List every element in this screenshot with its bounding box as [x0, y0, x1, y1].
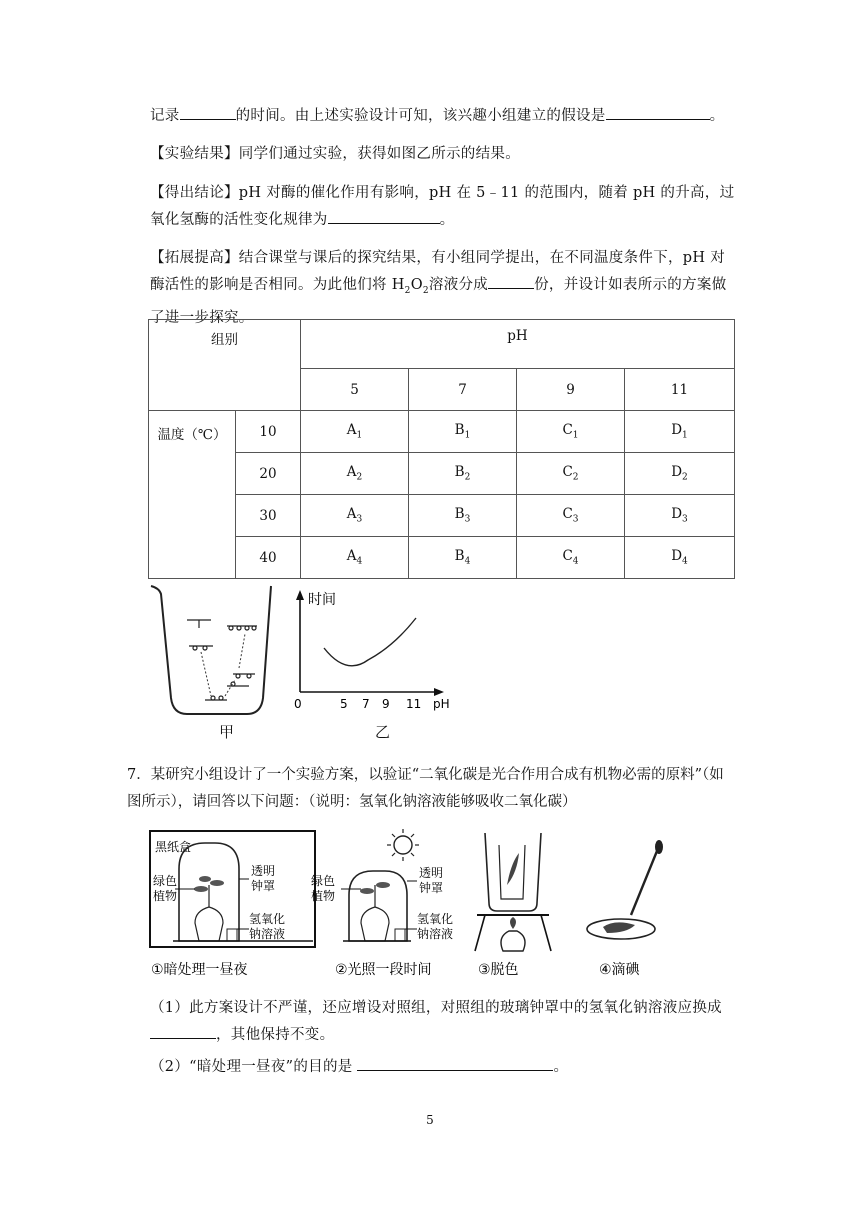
text: 。: [709, 108, 725, 124]
cell-sub: 2: [464, 472, 471, 483]
text: 的时间。由上述实验设计可知，该兴趣小组建立的假设是: [235, 108, 606, 124]
text: 记录: [150, 108, 180, 124]
cell-sub: 4: [356, 556, 363, 567]
plant-label: 绿色植物: [153, 874, 178, 903]
bubble: [236, 674, 240, 678]
answer-blank[interactable]: [180, 105, 236, 120]
figure-caption-yi: 乙: [375, 723, 391, 741]
cell-letter: A: [346, 548, 357, 565]
paragraph-result: 【实验结果】同学们通过实验，获得如图乙所示的结果。: [150, 146, 520, 162]
table-cell: [625, 411, 735, 453]
answer-blank[interactable]: [488, 274, 534, 289]
step-label: ③脱色: [478, 962, 519, 978]
text: 。: [439, 212, 455, 228]
experiment-steps-figure: [145, 823, 690, 983]
text: 【得出结论】pH 对酶的催化作用有影响，pH 在 5﹣11 的范围内，随着 pH 的升高，过氧化氢酶的活性变化规律为: [150, 185, 735, 228]
table-cell: [625, 453, 735, 495]
beaker-outline: [151, 586, 271, 714]
naoh-label-2: 氢氧化钠溶液: [417, 912, 454, 941]
bell-label: 透明钟罩: [251, 864, 276, 893]
bubble: [203, 646, 207, 650]
row-label-temperature: 温度（℃）: [149, 411, 236, 579]
plant-label-2: 绿色植物: [311, 874, 336, 903]
cell-letter: A: [346, 422, 357, 439]
bubble: [219, 696, 223, 700]
figure-caption-jia: 甲: [219, 723, 235, 741]
curve-figure: [290, 588, 450, 713]
cell-sub: 3: [464, 514, 471, 525]
cell-letter: C: [562, 548, 573, 565]
bubble: [252, 626, 256, 630]
x-tick-label: 11: [406, 697, 422, 711]
cell-sub: 1: [682, 430, 688, 441]
table-cell: [409, 495, 517, 537]
text: 。: [553, 1059, 569, 1075]
text: 溶液分成: [428, 277, 489, 293]
header-group: 组别: [149, 320, 301, 411]
table-cell: [517, 495, 625, 537]
x-axis-arrow: [434, 688, 444, 696]
answer-blank[interactable]: [357, 1056, 553, 1071]
x-axis-label: pH: [433, 697, 450, 711]
cell-letter: B: [454, 422, 465, 439]
cell-sub: 2: [356, 472, 363, 483]
cell-sub: 1: [356, 430, 363, 441]
question-7-1: [150, 995, 735, 1049]
leaf: [194, 886, 208, 892]
cell-letter: D: [671, 548, 683, 565]
y-axis-label: 时间: [308, 592, 336, 608]
table-cell: [517, 453, 625, 495]
page-number: 5: [426, 1113, 434, 1127]
motion-arrow: [201, 652, 211, 696]
cell-letter: A: [346, 506, 357, 523]
cell-letter: B: [454, 506, 465, 523]
question-7-2: [150, 1054, 735, 1081]
flask: [195, 907, 223, 941]
x-tick-label: 7: [362, 697, 370, 711]
text: O: [410, 277, 423, 293]
naoh-dish: [395, 929, 405, 941]
naoh-label: 氢氧化钠溶液: [249, 912, 286, 941]
bell-label-2: 透明钟罩: [419, 866, 444, 895]
paragraph-conclusion: [150, 180, 735, 234]
tripod-leg: [475, 915, 485, 951]
dropper-bulb: [655, 840, 663, 854]
dropper: [631, 851, 657, 915]
cell-letter: B: [454, 464, 465, 481]
subscript: 2: [422, 285, 429, 296]
ph-value: 7: [409, 369, 517, 411]
leaf: [360, 888, 374, 894]
origin-label: 0: [294, 697, 302, 711]
answer-blank[interactable]: [328, 209, 440, 224]
table-cell: [301, 495, 409, 537]
cell-letter: D: [671, 506, 683, 523]
text: 份，并设计如表所示的方案做了进一步探究。: [150, 277, 727, 326]
tripod-leg: [541, 915, 551, 951]
ph-value: 5: [301, 369, 409, 411]
cell-letter: B: [454, 548, 465, 565]
answer-blank[interactable]: [150, 1024, 216, 1039]
cell-sub: 4: [464, 556, 471, 567]
cell-sub: 4: [572, 556, 579, 567]
cell-sub: 1: [572, 430, 579, 441]
cell-sub: 2: [572, 472, 579, 483]
bubble: [247, 674, 251, 678]
cell-letter: D: [671, 464, 683, 481]
leaf: [199, 876, 211, 882]
temp-value: 10: [236, 411, 301, 453]
step-label: ①暗处理一昼夜: [151, 962, 248, 978]
activity-curve: [324, 618, 416, 666]
cell-sub: 1: [464, 430, 471, 441]
text: （1）此方案设计不严谨，还应增设对照组，对照组的玻璃钟罩中的氢氧化钠溶液应换成: [150, 1000, 722, 1016]
leaf: [210, 880, 224, 886]
bubble: [245, 626, 249, 630]
table-cell: [409, 411, 517, 453]
naoh-dish: [227, 929, 237, 941]
ph-value: 9: [517, 369, 625, 411]
sun-icon: [387, 829, 419, 861]
flask: [361, 907, 389, 941]
x-tick-label: 9: [382, 697, 390, 711]
text: （2）“暗处理一昼夜”的目的是: [150, 1059, 358, 1075]
cell-letter: C: [562, 422, 573, 439]
leaf-in-dish: [603, 922, 635, 933]
table-cell: [625, 495, 735, 537]
box-label: 黑纸盒: [155, 840, 192, 854]
y-axis-arrow: [296, 590, 304, 600]
cell-sub: 3: [356, 514, 363, 525]
step-label: ④滴碘: [599, 962, 640, 978]
bubble: [229, 626, 233, 630]
motion-arrow: [239, 634, 245, 668]
cell-sub: 3: [572, 514, 579, 525]
ph-value: 11: [625, 369, 735, 411]
alcohol-lamp: [501, 931, 525, 951]
table-cell: [301, 453, 409, 495]
table-cell: [301, 537, 409, 579]
cell-letter: D: [671, 422, 683, 439]
leaf: [376, 882, 390, 888]
x-tick-label: 5: [340, 697, 348, 711]
table-cell: [409, 453, 517, 495]
table-cell: [301, 411, 409, 453]
cell-sub: 3: [682, 514, 688, 525]
cell-letter: C: [562, 506, 573, 523]
motion-arrow: [225, 680, 235, 696]
table-cell: [409, 537, 517, 579]
experiment-table: [148, 319, 735, 579]
bubble: [211, 696, 215, 700]
cell-letter: C: [562, 464, 573, 481]
text: ，其他保持不变。: [216, 1027, 335, 1043]
table-cell: [517, 537, 625, 579]
cell-sub: 2: [682, 472, 688, 483]
cell-letter: A: [346, 464, 357, 481]
text: 【拓展提高】结合课堂与课后的探究结果，有小组同学提出，在不同温度条件下，pH 对酶活性的影响是否相同。为此他们将 H: [150, 250, 726, 293]
subscript: 2: [404, 285, 411, 296]
temp-value: 20: [236, 453, 301, 495]
table-cell: [625, 537, 735, 579]
temp-value: 40: [236, 537, 301, 579]
cell-sub: 4: [682, 556, 688, 567]
beaker-figure: [145, 580, 275, 720]
question-7-stem: 7．某研究小组设计了一个实验方案，以验证“二氧化碳是光合作用合成有机物必需的原料”（如图所示），请回答以下问题：（说明：氢氧化钠溶液能够吸收二氧化碳）: [127, 767, 724, 810]
step-label: ②光照一段时间: [335, 962, 432, 978]
paragraph-record: [150, 103, 735, 130]
table-cell: [517, 411, 625, 453]
header-ph: pH: [301, 320, 735, 369]
temp-value: 30: [236, 495, 301, 537]
bubble: [193, 646, 197, 650]
bell-jar: [349, 871, 407, 941]
leaf-in-beaker: [507, 853, 519, 885]
answer-blank[interactable]: [606, 105, 710, 120]
bubble: [237, 626, 241, 630]
flame: [510, 917, 516, 929]
